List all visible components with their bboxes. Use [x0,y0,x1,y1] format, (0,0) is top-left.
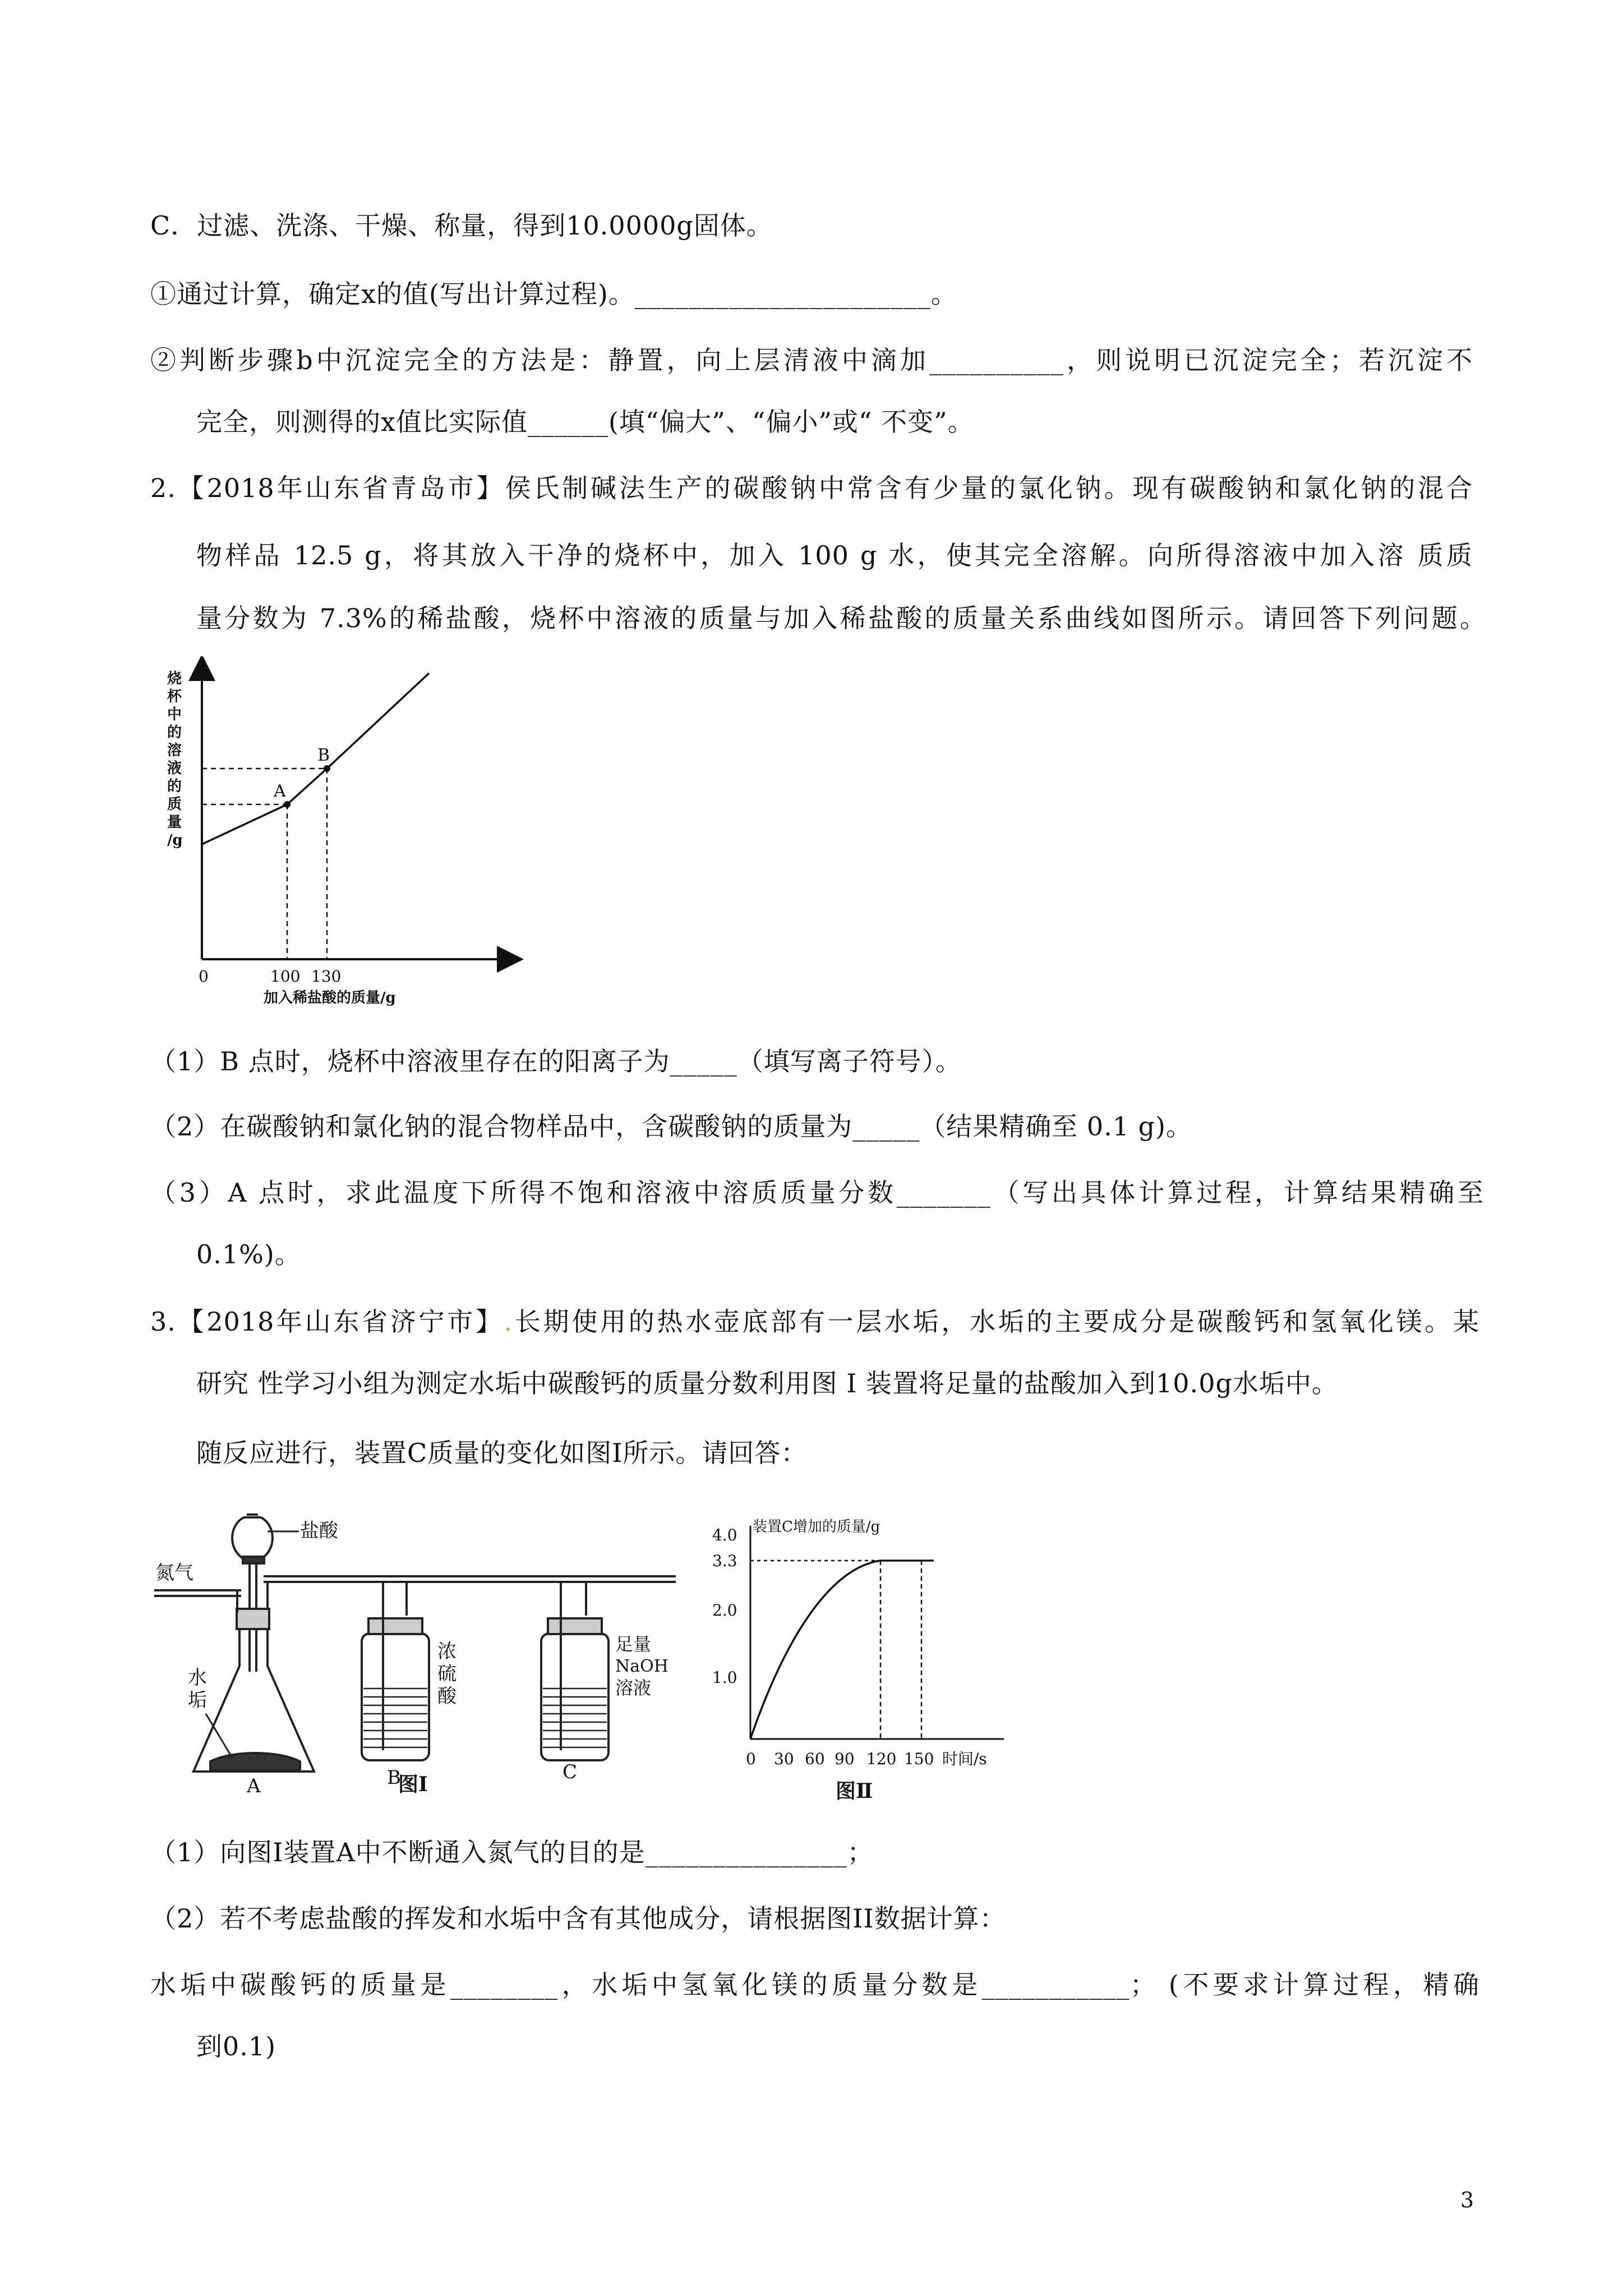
g2-x-label: 时间/s [942,1750,987,1768]
y-label-char: 溶 [167,742,182,759]
y-label-char: 杯 [167,688,182,705]
flask-a [193,1629,314,1772]
g2-xtick-150: 150 [904,1750,934,1768]
y-label-char: /g [167,832,183,849]
y-label-char: 烧 [167,670,182,687]
y-axis-label [167,670,183,849]
x-origin-label: 0 [199,967,209,986]
y-label-char: 的 [167,778,182,795]
x-axis-label: 加入稀盐酸的质量/g [264,990,396,1006]
g2-ytick-3-3: 3.3 [712,1552,737,1570]
y-label-char: 量 [167,814,182,831]
q3-sub2: （2）若不考虑盐酸的挥发和水垢中含有其他成分，请根据图II数据计算： [150,1903,1006,1934]
q3-stem-rest: 长期使用的热水壶底部有一层水垢，水垢的主要成分是碳酸钙和氢氧化镁。某 [513,1306,1479,1337]
mass-curve [202,673,429,844]
q2-sub3-line1: （3）A 点时，求此温度下所得不饱和溶液中溶质质量分数_______（写出具体计算过程，计算结果精确至 [150,1177,1484,1208]
g2-xtick-0: 0 [746,1750,756,1768]
point-a-label: A [274,781,286,801]
fig1-caption: 图Ⅰ [398,1773,428,1795]
q3-sub3-line1: 水垢中碳酸钙的质量是________，水垢中氢氧化镁的质量分数是___________； (不要求计算过程，精确 [150,1970,1479,2000]
g2-y-label: 装置C增加的质量/g [753,1519,880,1535]
q3-stem-line2: 研究 性学习小组为测定水垢中碳酸钙的质量分数利用图 I 装置将足量的盐酸加入到10.0g水垢中。 [196,1368,1338,1398]
acid-label-2: 硫 [437,1663,457,1685]
q3-sub1: （1）向图I装置A中不断通入氮气的目的是_______________； [150,1837,874,1867]
g2-curve [750,1561,934,1739]
q2-stem-line2: 物样品 12.5 g，将其放入干净的烧杯中，加入 100 g 水，使其完全溶解。向所得溶液中加入溶 质质 [196,540,1473,570]
q3-sub3-line2: 到0.1) [196,2031,276,2062]
g2-xtick-30: 30 [774,1750,794,1768]
q3-stem-line3: 随反应进行，装置C质量的变化如图I所示。请回答： [196,1438,808,1468]
graph-ii [701,1515,1049,1806]
q1-step-c: C．过滤、洗涤、干燥、称量，得到10.0000g固体。 [150,210,773,241]
point-b-label: B [317,746,330,765]
x-tick-100: 100 [270,967,301,986]
q2-stem-line1: 2.【2018年山东省青岛市】侯氏制碱法生产的碳酸钠中常含有少量的氯化钠。现有碳酸钠和氯化钠的混合 [150,473,1473,503]
y-label-char: 的 [167,724,182,741]
q3-stem-line1 [150,1305,1479,1338]
q3-stem-mark: . [504,1306,513,1337]
point-b-marker [324,765,330,772]
y-label-char: 液 [167,760,182,777]
x-tick-130: 130 [311,967,342,986]
g2-xtick-120: 120 [866,1750,897,1768]
point-a-marker [284,801,291,808]
y-label-char: 质 [167,796,182,813]
q3-stem-number: 3.【2018年山东省济宁市】 [150,1306,504,1337]
label-c: C [562,1761,578,1783]
acid-label-3: 酸 [437,1685,457,1708]
g2-ytick-2: 2.0 [712,1601,737,1619]
y-label-char: 中 [167,706,182,723]
g2-ytick-4: 4.0 [712,1526,737,1544]
g2-xtick-90: 90 [834,1750,855,1768]
q1-part2-line1: ②判断步骤b中沉淀完全的方法是：静置，向上层清液中滴加__________，则说明已沉淀完全；若沉淀不 [150,345,1473,375]
scale-label-1: 水 [188,1667,207,1689]
naoh-label-2: NaOH [615,1657,668,1676]
fig2-caption: 图Ⅱ [836,1779,873,1803]
scale-label-2: 垢 [188,1689,207,1711]
apparatus-diagram [149,1503,687,1795]
label-a: A [247,1775,261,1795]
q2-stem-line3: 量分数为 7.3%的稀盐酸，烧杯中溶液的质量与加入稀盐酸的质量关系曲线如图所示。请回答下列问题。 [196,603,1486,633]
naoh-label-1: 足量 [615,1634,652,1655]
q2-mass-chart [151,656,544,1015]
q2-sub2: （2）在碳酸钠和氯化钠的混合物样品中，含碳酸钠的质量为_____（结果精确至 0.1 g)。 [150,1111,1193,1142]
q2-sub3-line2: 0.1%)。 [196,1239,301,1269]
n2-label: 氮气 [155,1562,193,1584]
acid-label-1: 浓 [437,1640,457,1663]
g2-xtick-60: 60 [805,1750,825,1768]
label-b: B [387,1766,401,1789]
q2-sub1: （1）B 点时，烧杯中溶液里存在的阳离子为_____（填写离子符号）。 [150,1046,962,1076]
page-number: 3 [1460,2188,1474,2212]
g2-ytick-1: 1.0 [712,1668,737,1687]
naoh-label-3: 溶液 [615,1677,652,1699]
hcl-label: 盐酸 [300,1520,338,1542]
q1-part1: ①通过计算，确定x的值(写出计算过程)。______________________。 [150,279,957,309]
q1-part2-line2: 完全，则测得的x值比实际值______(填“偏大”、“偏小”或“ 不变”。 [196,407,974,437]
